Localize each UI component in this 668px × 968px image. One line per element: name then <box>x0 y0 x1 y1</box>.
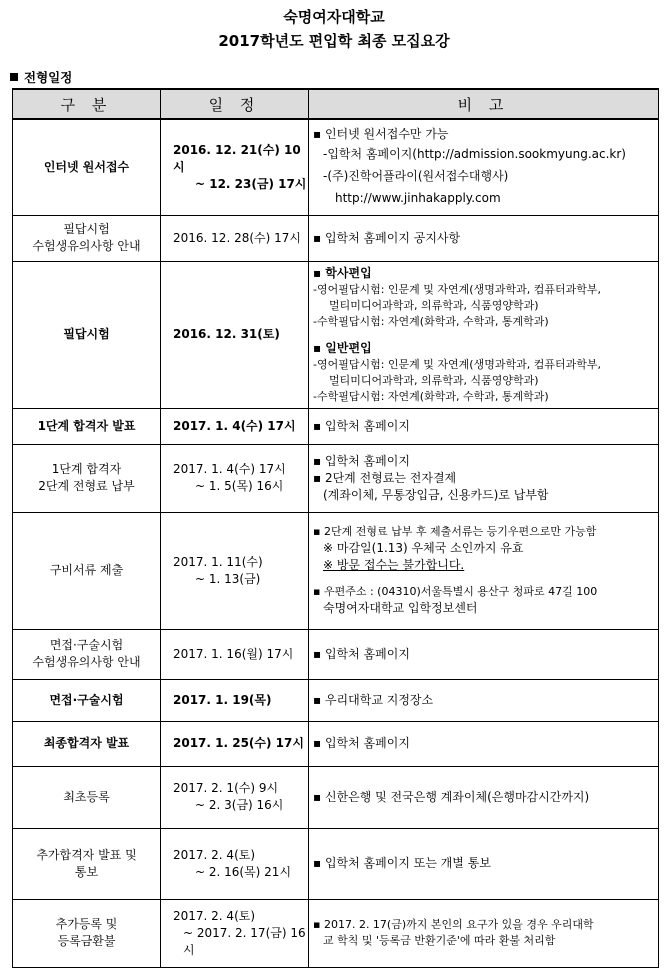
category-line: 필답시험 <box>63 222 110 236</box>
schedule-line: ~ 2. 3(금) 16시 <box>195 798 284 812</box>
remark-line: ▪ 2017. 2. 17(금)까지 본인의 요구가 있을 경우 우리대학 <box>313 918 594 931</box>
table-row <box>13 119 659 215</box>
schedule-line: ~ 12. 23(금) 17시 <box>195 176 307 191</box>
row-schedule: 2016. 12. 28(수) 17시 <box>161 215 309 261</box>
table-row <box>13 512 659 629</box>
table-row <box>13 679 659 721</box>
schedule-line: 2016. 12. 21(수) 10시 <box>173 142 301 174</box>
remark-link: http://www.jinhakapply.com <box>335 190 501 205</box>
category-line: 1단계 합격자 <box>51 462 122 476</box>
remark-line: ▪ 우편주소 : (04310)서울특별시 용산구 청파로 47길 100 <box>313 585 598 598</box>
table-row <box>13 766 659 828</box>
row-schedule <box>161 899 309 967</box>
row-remarks <box>309 261 659 408</box>
document-title: 숙명여자대학교 <box>283 8 385 26</box>
remark-line: ▪ 인터넷 원서접수만 가능 <box>313 126 449 141</box>
row-remarks: ▪ 우리대학교 지정장소 <box>309 679 659 721</box>
row-remarks: ▪ 입학처 홈페이지 <box>309 629 659 679</box>
header-remarks: 비 고 <box>309 89 659 119</box>
table-row <box>13 261 659 408</box>
category-line: 추가합격자 발표 및 <box>36 847 137 862</box>
section-label: 전형일정 <box>24 70 73 85</box>
schedule-line: ~ 2. 16(목) 21시 <box>195 864 292 879</box>
row-schedule <box>161 512 309 629</box>
row-remarks <box>309 444 659 512</box>
remark-line: 교 학칙 및 '등록금 반환기준'에 따라 환불 처리함 <box>323 934 556 947</box>
row-schedule: 2017. 1. 16(월) 17시 <box>161 629 309 679</box>
row-remarks: ▪ 입학처 홈페이지 <box>309 721 659 766</box>
row-category: 인터넷 원서접수 <box>13 119 161 215</box>
schedule-table <box>12 88 659 968</box>
schedule-line: 2017. 2. 4(토) <box>173 908 256 923</box>
remark-heading: ▪ 학사편입 <box>313 265 372 280</box>
category-line: 수험생유의사항 안내 <box>32 239 141 253</box>
remark-heading: ▪ 일반편입 <box>313 340 372 355</box>
row-category <box>13 215 161 261</box>
table-row <box>13 408 659 444</box>
remark-line: -입학처 홈페이지(http://admission.sookmyung.ac.kr) <box>323 146 626 161</box>
row-remarks <box>309 512 659 629</box>
remark-line: ※ 방문 접수는 불가합니다. <box>323 558 465 572</box>
remark-line: (계좌이체, 무통장입금, 신용카드)로 납부함 <box>323 487 549 502</box>
table-row <box>13 215 659 261</box>
row-category <box>13 899 161 967</box>
category-line: 추가등록 및 <box>55 917 118 931</box>
remark-line: 숙명여자대학교 입학정보센터 <box>323 601 478 615</box>
row-schedule: 2017. 1. 19(목) <box>161 679 309 721</box>
remark-line: -(주)진학어플라이(원서접수대행사) <box>323 168 509 183</box>
row-schedule: 2017. 1. 4(수) 17시 <box>161 408 309 444</box>
schedule-line: ~ 1. 13(금) <box>195 571 261 586</box>
schedule-line: 2017. 1. 4(수) 17시 <box>173 462 286 476</box>
row-remarks: ▪ 입학처 홈페이지 <box>309 408 659 444</box>
category-line: 통보 <box>74 864 99 879</box>
row-schedule <box>161 444 309 512</box>
category-line: 면접·구술시험 <box>49 638 124 652</box>
remark-line: ▪ 입학처 홈페이지 <box>313 453 410 468</box>
schedule-line: 2017. 2. 4(토) <box>173 847 256 862</box>
spacer <box>313 330 654 340</box>
document-subtitle: 2017학년도 편입학 최종 모집요강 <box>218 32 450 50</box>
table-row <box>13 444 659 512</box>
square-bullet-icon <box>10 73 18 81</box>
header-schedule: 일 정 <box>161 89 309 119</box>
remark-line: -영어필답시험: 인문계 및 자연계(생명과학과, 컴퓨터과학부, <box>313 357 601 371</box>
schedule-line: 2017. 1. 11(수) <box>173 554 263 569</box>
row-schedule: 2016. 12. 31(토) <box>161 261 309 408</box>
remark-line: ※ 마감일(1.13) 우체국 소인까지 유효 <box>323 541 524 555</box>
remark-line: 멀티미디어과학과, 의류학과, 식품영양학과) <box>329 373 539 387</box>
remark-line: ▪ 2단계 전형료는 전자결제 <box>313 470 457 485</box>
table-header-row <box>13 89 659 119</box>
row-category <box>13 828 161 899</box>
header-category: 구 분 <box>13 89 161 119</box>
table-row <box>13 721 659 766</box>
row-schedule <box>161 119 309 215</box>
remark-line: ▪ 2단계 전형료 납부 후 제출서류는 등기우편으로만 가능함 <box>313 525 597 538</box>
row-category: 1단계 합격자 발표 <box>13 408 161 444</box>
table-row <box>13 828 659 899</box>
row-schedule <box>161 828 309 899</box>
schedule-line: ~ 1. 5(목) 16시 <box>195 479 284 493</box>
row-category <box>13 629 161 679</box>
row-remarks <box>309 119 659 215</box>
remark-line: -수학필답시험: 자연계(화학과, 수학과, 통계학과) <box>313 389 549 403</box>
schedule-line: 2017. 2. 1(수) 9시 <box>173 781 279 795</box>
category-line: 등록금환불 <box>57 934 116 948</box>
category-line: 2단계 전형료 납부 <box>38 479 135 493</box>
section-heading <box>10 68 72 86</box>
row-category: 면접·구술시험 <box>13 679 161 721</box>
category-line: 수험생유의사항 안내 <box>32 655 141 669</box>
row-category: 필답시험 <box>13 261 161 408</box>
spacer <box>313 574 654 584</box>
remark-line: -수학필답시험: 자연계(화학과, 수학과, 통계학과) <box>313 314 549 328</box>
row-category <box>13 444 161 512</box>
row-remarks: ▪ 입학처 홈페이지 공지사항 <box>309 215 659 261</box>
row-remarks: ▪ 입학처 홈페이지 또는 개별 통보 <box>309 828 659 899</box>
table-row <box>13 629 659 679</box>
table-row <box>13 899 659 967</box>
row-category: 최종합격자 발표 <box>13 721 161 766</box>
row-remarks <box>309 899 659 967</box>
row-schedule: 2017. 1. 25(수) 17시 <box>161 721 309 766</box>
row-schedule <box>161 766 309 828</box>
row-category: 최초등록 <box>13 766 161 828</box>
row-remarks: ▪ 신한은행 및 전국은행 계좌이체(은행마감시간까지) <box>309 766 659 828</box>
remark-line: 멀티미디어과학과, 의류학과, 식품영양학과) <box>329 298 539 312</box>
row-category: 구비서류 제출 <box>13 512 161 629</box>
schedule-line: ~ 2017. 2. 17(금) 16시 <box>183 925 306 957</box>
remark-line: -영어필답시험: 인문계 및 자연계(생명과학과, 컴퓨터과학부, <box>313 282 601 296</box>
